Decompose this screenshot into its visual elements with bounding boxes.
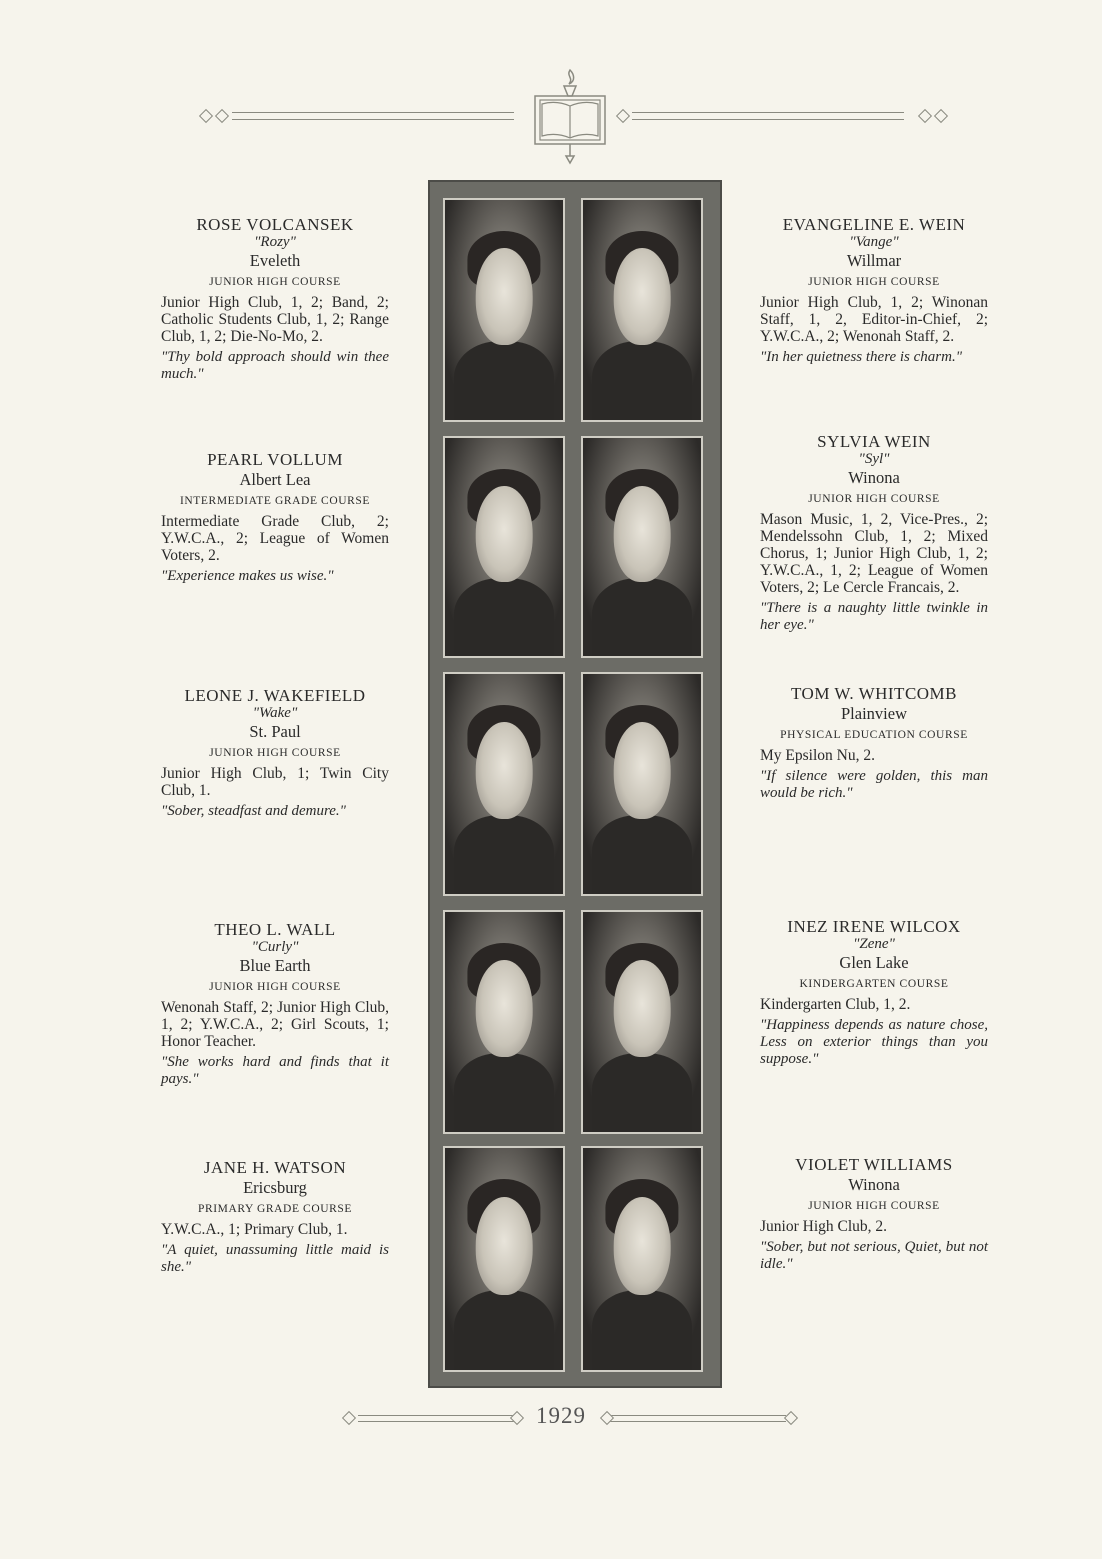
student-nickname: "Syl" (858, 451, 890, 467)
student-course: JUNIOR HIGH COURSE (808, 493, 940, 505)
student-entry (161, 450, 389, 585)
student-quote: "She works hard and finds that it pays." (161, 1054, 389, 1087)
student-activities: Wenonah Staff, 2; Junior High Club, 1, 2; Y.W.C.A., 2; Girl Scouts, 1; Honor Teacher. (161, 999, 389, 1050)
student-course: JUNIOR HIGH COURSE (808, 276, 940, 288)
student-entry (760, 432, 988, 634)
student-hometown: Albert Lea (239, 470, 311, 489)
student-name: LEONE J. WAKEFIELD (184, 686, 366, 705)
student-course: INTERMEDIATE GRADE COURSE (179, 495, 371, 507)
student-quote: "Sober, but not serious, Quiet, but not idle." (760, 1239, 988, 1272)
student-name: ROSE VOLCANSEK (196, 215, 354, 234)
student-activities: Y.W.C.A., 1; Primary Club, 1. (161, 1221, 348, 1238)
student-entry (760, 684, 988, 802)
student-name: TOM W. WHITCOMB (790, 684, 958, 703)
student-course: PHYSICAL EDUCATION COURSE (780, 729, 968, 741)
ornament-diamond (199, 109, 213, 123)
student-hometown: Plainview (841, 704, 907, 723)
student-name: JANE H. WATSON (203, 1158, 347, 1177)
student-name: VIOLET WILLIAMS (795, 1155, 953, 1174)
portrait-photo (581, 1146, 703, 1372)
student-entry (760, 917, 988, 1068)
student-entry (760, 215, 988, 366)
student-entry (161, 215, 389, 383)
ornament-diamond (784, 1411, 798, 1425)
student-quote: "If silence were golden, this man would be rich." (760, 768, 988, 801)
student-course: JUNIOR HIGH COURSE (808, 1200, 940, 1212)
student-entry (161, 686, 389, 820)
ornament-diamond (934, 109, 948, 123)
torch-book-emblem-icon (530, 66, 610, 166)
student-quote: "There is a naughty little twinkle in her eye." (760, 600, 988, 633)
student-hometown: Winona (848, 1175, 900, 1194)
student-hometown: Eveleth (249, 251, 301, 270)
photo-column (428, 180, 722, 1388)
student-name: THEO L. WALL (214, 920, 336, 939)
student-quote: "In her quietness there is charm." (760, 349, 963, 365)
student-activities: Junior High Club, 1, 2; Winonan Staff, 1, 2, Editor-in-Chief, 2; Y.W.C.A., 2; Wenonah Staff, 2. (760, 294, 988, 345)
student-hometown: Blue Earth (239, 956, 311, 975)
student-nickname: "Zene" (853, 936, 895, 952)
student-hometown: Ericsburg (243, 1178, 307, 1197)
student-hometown: Glen Lake (839, 953, 909, 972)
student-course: JUNIOR HIGH COURSE (209, 276, 341, 288)
portrait-photo (581, 672, 703, 896)
student-quote: "Sober, steadfast and demure." (161, 803, 346, 819)
student-nickname: "Curly" (251, 939, 299, 955)
student-course: JUNIOR HIGH COURSE (209, 981, 341, 993)
portrait-photo (443, 672, 565, 896)
header-rule-left (232, 112, 514, 120)
student-activities: Junior High Club, 1; Twin City Club, 1. (161, 765, 389, 799)
student-entry (161, 1158, 389, 1276)
portrait-photo (443, 910, 565, 1134)
portrait-photo (581, 198, 703, 422)
ornament-diamond (342, 1411, 356, 1425)
student-quote: "Experience makes us wise." (161, 568, 334, 584)
student-nickname: "Rozy" (254, 234, 296, 250)
ornament-diamond (215, 109, 229, 123)
ornament-diamond (918, 109, 932, 123)
student-hometown: Winona (848, 468, 900, 487)
portrait-photo (443, 436, 565, 658)
student-name: PEARL VOLLUM (207, 450, 343, 469)
footer-rule-right (606, 1415, 786, 1422)
header-rule-right (632, 112, 904, 120)
footer-rule-left (358, 1415, 516, 1422)
student-name: EVANGELINE E. WEIN (782, 215, 966, 234)
portrait-photo (581, 436, 703, 658)
yearbook-year: 1929 (536, 1403, 586, 1428)
student-name: INEZ IRENE WILCOX (787, 917, 961, 936)
student-course: JUNIOR HIGH COURSE (209, 747, 341, 759)
student-quote: "Thy bold approach should win thee much." (161, 349, 389, 382)
student-activities: Kindergarten Club, 1, 2. (760, 996, 911, 1013)
ornament-diamond (616, 109, 630, 123)
student-hometown: Willmar (846, 251, 902, 270)
student-hometown: St. Paul (249, 722, 301, 741)
student-entry (161, 920, 389, 1088)
student-quote: "Happiness depends as nature chose, Less on exterior things than you suppose." (760, 1017, 988, 1067)
portrait-photo (443, 198, 565, 422)
student-nickname: "Wake" (252, 705, 298, 721)
student-course: KINDERGARTEN COURSE (799, 978, 949, 990)
student-entry (760, 1155, 988, 1273)
student-name: SYLVIA WEIN (817, 432, 931, 451)
student-course: PRIMARY GRADE COURSE (197, 1203, 353, 1215)
portrait-photo (443, 1146, 565, 1372)
ornament-diamond (600, 1411, 614, 1425)
student-quote: "A quiet, unassuming little maid is she." (161, 1242, 389, 1275)
student-activities: Intermediate Grade Club, 2; Y.W.C.A., 2; League of Women Voters, 2. (161, 513, 389, 564)
student-nickname: "Vange" (849, 234, 899, 250)
student-activities: Junior High Club, 2. (760, 1218, 888, 1235)
student-activities: Junior High Club, 1, 2; Band, 2; Catholic Students Club, 1, 2; Range Club, 1, 2; Die-No-Mo, 2. (161, 294, 389, 345)
student-activities: Mason Music, 1, 2, Vice-Pres., 2; Mendelssohn Club, 1, 2; Mixed Chorus, 1; Junior High Club, 1, 2; Y.W.C.A., 1, 2; League of Women Voters, 2; Le Cercle Francais, 2. (760, 511, 988, 596)
portrait-photo (581, 910, 703, 1134)
student-activities: My Epsilon Nu, 2. (760, 747, 875, 764)
